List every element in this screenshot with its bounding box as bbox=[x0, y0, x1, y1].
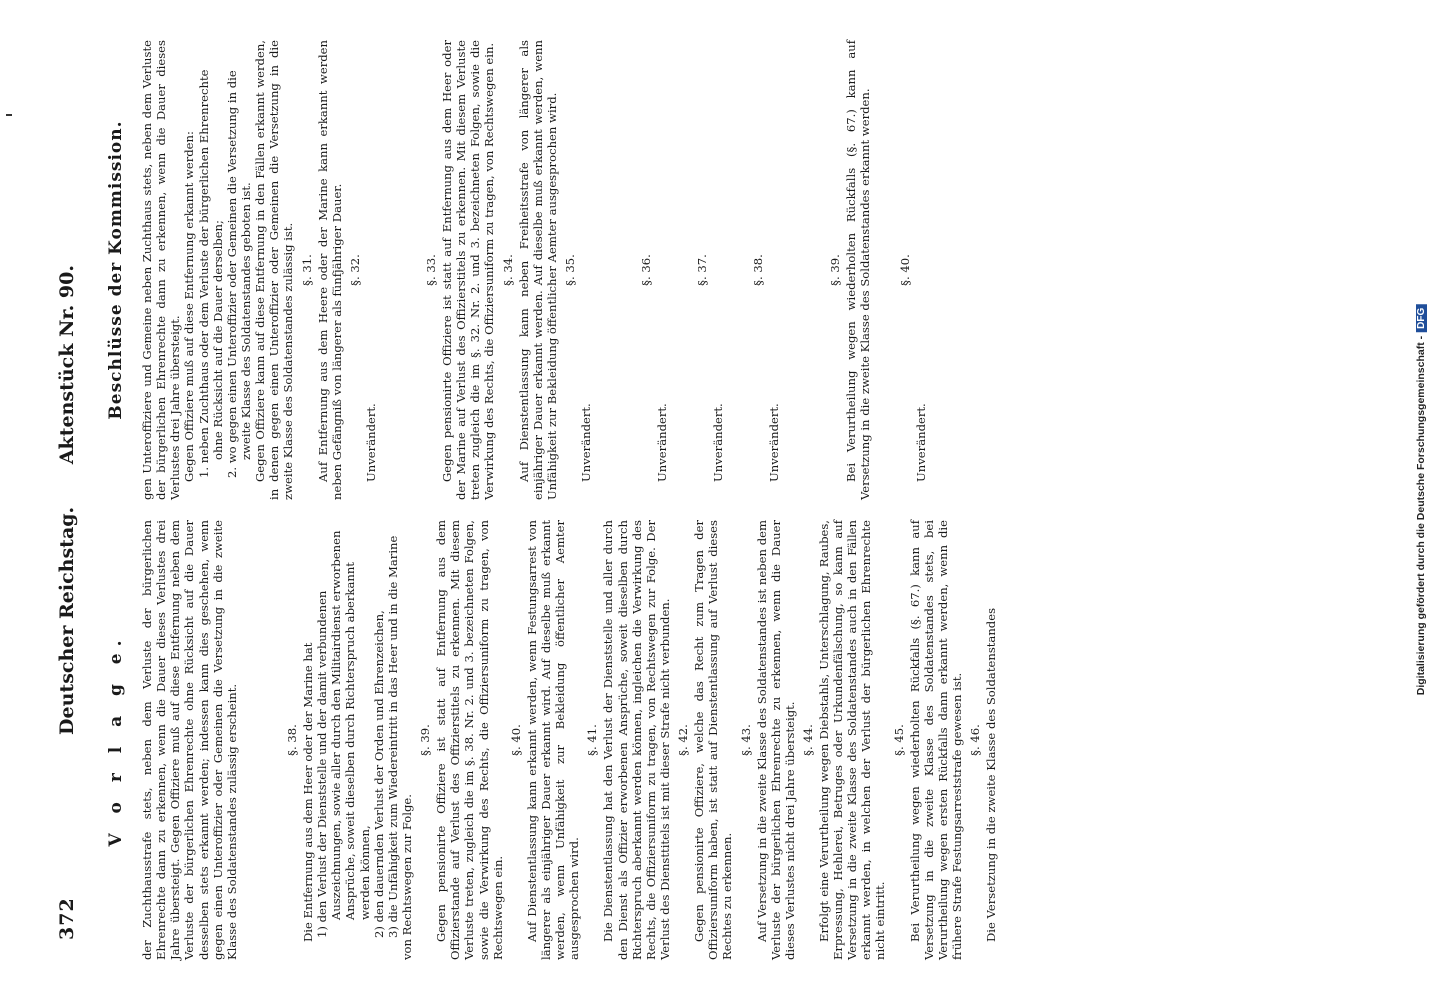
left-s38-title: §. 38. bbox=[284, 724, 299, 756]
right-s31-title: §. 31. bbox=[299, 254, 314, 286]
left-s38-list bbox=[315, 520, 400, 938]
left-s40-text: Auf Dienstentlassung kann erkannt werden, wenn Festungsarrest von längerer als einjähriger Dauer erkannt wird. Auf dieselbe muß erkannt werden, wenn Unfähigkeit zur Bekleidung öffentlicher Aemter ausgesprochen wird. bbox=[524, 520, 582, 960]
right-s34-text: Auf Dienstentlassung kann neben Freiheitsstrafe von längerer als einjähriger Dauer erkannt werden. Auf dieselbe muß erkannt werden, wenn Unfähigkeit zur Bekleidung öffentlicher Aemter ausgesprochen wird. bbox=[516, 40, 559, 500]
left-s42-text: Gegen pensionirte Offiziere, welche das Recht zum Tragen der Offiziersuniform haben, ist statt auf Dienstentlassung auf Verlust dieses Rechtes zu erkennen. bbox=[692, 520, 735, 960]
left-s39-text: Gegen pensionirte Offiziere ist statt auf Entfernung aus dem Offizierstande auf Verlust des Offizierstitels zu erkennen. Mit diesem Verluste treten, zugleich die im §. 38. Nr. 2. und 3. bezeichneten Folgen, sowie die Verwirkung des Rechts, die Offiziersuniform zu tragen, von Rechtswegen ein. bbox=[434, 520, 505, 960]
right-s40-title: §. 40. bbox=[897, 254, 912, 286]
right-column bbox=[100, 40, 1402, 500]
header-title-group bbox=[56, 60, 78, 940]
page-number: 372 bbox=[56, 897, 78, 940]
right-column-title: Beschlüsse der Kommission. bbox=[106, 120, 126, 420]
right-s32-text: Unverändert. bbox=[363, 403, 378, 482]
left-s44-text: Erfolgt eine Verurtheilung wegen Diebstahls, Unterschlagung, Raubes, Erpressung, Hehlerei, Betruges oder Urkundenfälschung, so kann auf Versetzung in die zweite Klasse des Soldatenstandes auch in den Fällen erkannt werden, in welchen der Verlust der bürgerlichen Ehrenrechte nicht eintritt. bbox=[816, 520, 888, 960]
right-s32-title: §. 32. bbox=[347, 254, 362, 286]
right-s38-title: §. 38. bbox=[751, 254, 766, 286]
right-s31-text: Auf Entfernung aus dem Heere oder der Marine kann erkannt werden neben Gefängniß von längerer als fünfjähriger Dauer. bbox=[315, 40, 344, 500]
right-s37-text: Unverändert. bbox=[711, 403, 726, 482]
left-s40-title: §. 40. bbox=[508, 724, 523, 756]
list-item: 1. neben Zuchthaus oder dem Verluste der bürgerlichen Ehrenrechte ohne Rücksicht auf die Dauer derselben; bbox=[196, 69, 225, 478]
left-column-title: V o r l a g e. bbox=[106, 633, 126, 847]
header-title: Deutscher Reichstag. bbox=[56, 506, 78, 735]
dfg-logo: DFG bbox=[1416, 305, 1427, 332]
left-s43-title: §. 43. bbox=[738, 724, 753, 756]
list-item: 3) die Unfähigkeit zum Wiedereintritt in das Heer und in die Marine bbox=[385, 535, 400, 938]
right-s35-title: §. 35. bbox=[562, 254, 577, 286]
right-p3: Gegen Offiziere kann auf diese Entfernung in den Fällen erkannt werden, in denen gegen einen Unteroffizier oder Gemeinen die Versetzung in die zweite Klasse des Soldatenstandes zulässig ist. bbox=[253, 40, 296, 500]
right-intro: gen Unteroffiziere und Gemeine neben Zuchthaus stets, neben dem Verluste der bürgerlichen Ehrenrechte dann zu erkennen, wenn die Dauer dieses Verlustes drei Jahre übersteigt. bbox=[140, 40, 183, 500]
dfg-sidebar bbox=[1414, 6, 1428, 994]
left-intro: der Zuchthausstrafe stets, neben dem Verluste der bürgerlichen Ehrenrechte dann zu erkennen, wenn die Dauer dieses Verlustes drei Jahre übersteigt. Gegen Offiziere muß auf diese Entfernung neben dem Verluste der bürgerlichen Ehrenrechte ohne Rücksicht auf die Dauer desselben stets erkannt werden; indessen kann dies geschehen, wenn gegen einen Unteroffizier oder Gemeinen die Versetzung in die zweite Klasse des Soldatenstandes zulässig erscheint. bbox=[140, 520, 239, 960]
right-s38-text: Unverändert. bbox=[767, 403, 782, 482]
left-s45-text: Bei Verurtheilung wegen wiederholten Rückfalls (§. 67.) kann auf Versetzung in die zweite Klasse des Soldatenstandes stets, bei Verurtheilung wegen ersten Rückfalls dann erkannt werden, wenn die frühere Strafe Festungsarreststrafe gewesen ist. bbox=[907, 520, 965, 960]
right-intro-2: Gegen Offiziere muß auf diese Entfernung erkannt werden: bbox=[182, 131, 197, 482]
left-column bbox=[100, 520, 1402, 960]
dfg-funding-notice bbox=[1415, 305, 1427, 696]
right-s36-title: §. 36. bbox=[639, 254, 654, 286]
list-item: 1) den Verlust der Dienststelle und der damit verbundenen Auszeichnungen, sowie aller durch den Militairdienst erworbenen Ansprüche, soweit dieselben durch Richterspruch aberkannt werden können, bbox=[315, 530, 372, 938]
left-s45-title: §. 45. bbox=[891, 724, 906, 756]
list-item: 2) den dauernden Verlust der Orden und Ehrenzeichen, bbox=[371, 610, 386, 938]
funding-text: Digitalisierung gefördert durch die Deutsche Forschungsgemeinschaft - bbox=[1415, 335, 1427, 696]
right-s40-text: Unverändert. bbox=[913, 403, 928, 482]
left-s42-title: §. 42. bbox=[676, 724, 691, 756]
left-s41-title: §. 41. bbox=[585, 724, 600, 756]
left-s39-title: §. 39. bbox=[418, 724, 433, 756]
right-s35-text: Unverändert. bbox=[578, 403, 593, 482]
right-s37-title: §. 37. bbox=[695, 254, 710, 286]
header-subtitle: Aktenstück Nr. 90. bbox=[56, 265, 78, 465]
left-s41-text: Die Dienstentlassung hat den Verlust der Dienststelle und aller durch den Dienst als Offizier erworbenen Ansprüche, soweit dieselben durch Richterspruch aberkannt werden können, ingleichen die Verwirkung des Rechts, die Offiziersuniform zu tragen, von Rechtswegen zur Folge. Der Verlust des Diensttitels ist mit dieser Strafe nicht verbunden. bbox=[601, 520, 672, 960]
scan-mark bbox=[6, 114, 12, 116]
right-s33-text: Gegen pensionirte Offiziere ist statt auf Entfernung aus dem Heer oder der Marine auf Verlust des Offizierstitels zu erkennen. Mit diesem Verluste treten zugleich die im §. 32. Nr. 2. und 3. bezeichneten Folgen, sowie die Verwirkung des Rechts, die Offiziersuniform zu tragen, von Rechtswegen ein. bbox=[439, 40, 497, 500]
right-list bbox=[197, 40, 254, 478]
list-item: 2. wo gegen einen Unteroffizier oder Gemeinen die Versetzung in die zweite Klasse des Soldatenstandes geboten ist. bbox=[224, 70, 253, 478]
left-s46-title: §. 46. bbox=[968, 724, 983, 756]
left-s38-end: von Rechtswegen zur Folge. bbox=[399, 794, 414, 960]
left-s44-title: §. 44. bbox=[800, 724, 815, 756]
right-s39-text: Bei Verurtheilung wegen wiederholten Rückfalls (§. 67.) kann auf Versetzung in die zweite Klasse des Soldatenstandes erkannt werden. bbox=[843, 40, 872, 500]
left-s38-text: Die Entfernung aus dem Heer oder der Marine hat bbox=[300, 642, 315, 942]
left-s43-text: Auf Versetzung in die zweite Klasse des Soldatenstandes ist neben dem Verluste der bürgerlichen Ehrenrechte zu erkennen, wenn die Dauer dieses Verlustes nicht drei Jahre übersteigt. bbox=[754, 520, 797, 960]
left-s46-text: Die Versetzung in die zweite Klasse des Soldatenstandes bbox=[984, 607, 999, 942]
right-s36-text: Unverändert. bbox=[655, 403, 670, 482]
right-s34-title: §. 34. bbox=[500, 254, 515, 286]
right-s39-title: §. 39. bbox=[827, 254, 842, 286]
page-header bbox=[56, 60, 86, 940]
right-s33-title: §. 33. bbox=[423, 254, 438, 286]
